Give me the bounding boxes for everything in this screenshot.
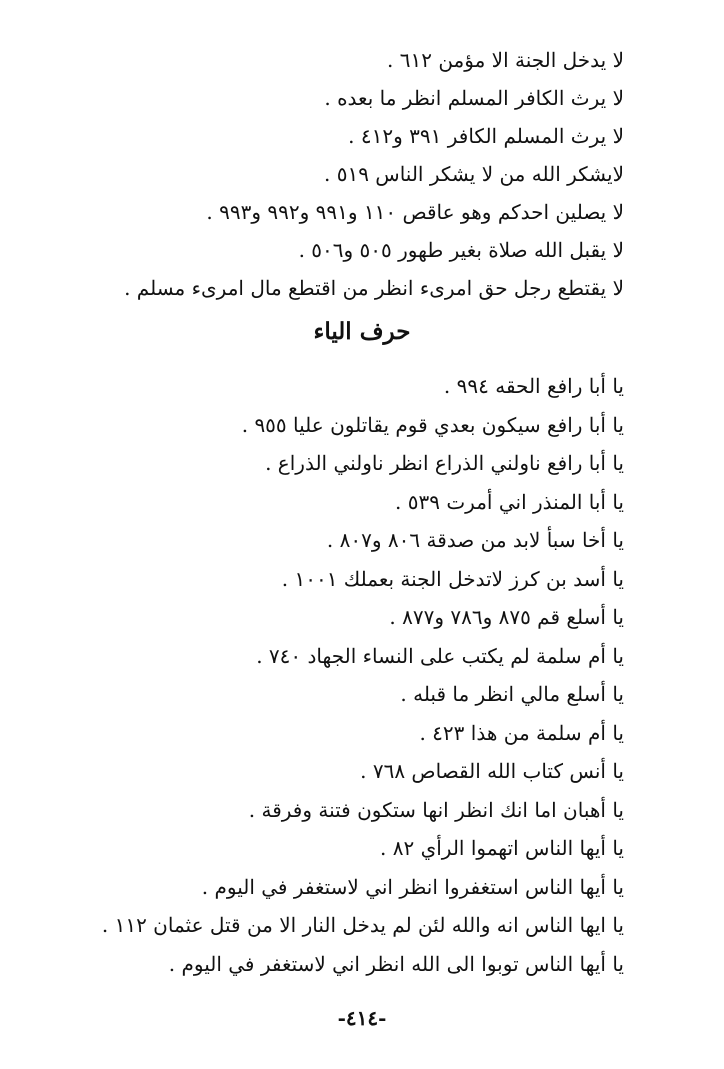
index-entry: يا أم سلمة من هذا ٤٢٣ . [419,720,624,745]
page-number: -٤١٤- [337,1006,387,1030]
entries-before-heading [124,41,624,307]
index-entry: يا أيها الناس استغفروا انظر اني لاستغفر في اليوم . [201,874,624,899]
index-entry: يا أبا رافع الحقه ٩٩٤ . [443,374,624,398]
index-entry: لا يرث المسلم الكافر ٣٩١ و٤١٢ . [348,124,624,148]
index-entry: يا أيها الناس اتهموا الرأي ٨٢ . [380,836,624,860]
index-entry: يا أيها الناس توبوا الى الله انظر اني لاستغفر في اليوم . [168,951,624,976]
index-entry: يا أهبان اما انك انظر انها ستكون فتنة وفرقة . [248,797,624,822]
index-entry: يا أسلع مالي انظر ما قبله . [400,682,624,706]
index-entry: يا أبا رافع سيكون بعدي قوم يقاتلون عليا ٩٥٥ . [241,412,624,437]
index-entry: يا أسد بن كرز لاتدخل الجنة بعملك ١٠٠١ . [281,566,624,591]
index-entry: يا أم سلمة لم يكتب على النساء الجهاد ٧٤٠ . [256,643,624,668]
index-entry: يا أسلع قم ٨٧٥ و٧٨٦ و٨٧٧ . [389,605,624,629]
index-entry: لا يدخل الجنة الا مؤمن ٦١٢ . [387,48,624,72]
index-entry: لا يقتطع رجل حق امرىء انظر من اقتطع مال امرىء مسلم . [124,276,624,300]
index-entry: يا ايها الناس انه والله لئن لم يدخل النار الا من قتل عثمان ١١٢ . [101,913,624,937]
index-entry: يا أبا المنذر اني أمرت ٥٣٩ . [395,489,624,514]
index-entry: لايشكر الله من لا يشكر الناس ٥١٩ . [323,162,624,186]
section-heading: حرف الياء [313,318,411,345]
index-entry: يا أخا سبأ لابد من صدقة ٨٠٦ و٨٠٧ . [326,528,624,552]
index-entry: لا يرث الكافر المسلم انظر ما بعده . [324,86,624,110]
index-entry: لا يصلين احدكم وهو عاقص ١١٠ و٩٩١ و٩٩٢ و٩٩٣ . [206,200,624,224]
entries-after-heading [101,367,624,983]
index-entry: يا أنس كتاب الله القصاص ٧٦٨ . [360,759,624,783]
index-entry: يا أبا رافع ناولني الذراع انظر ناولني الذراع . [265,451,624,475]
index-entry: لا يقبل الله صلاة بغير طهور ٥٠٥ و٥٠٦ . [298,238,624,262]
